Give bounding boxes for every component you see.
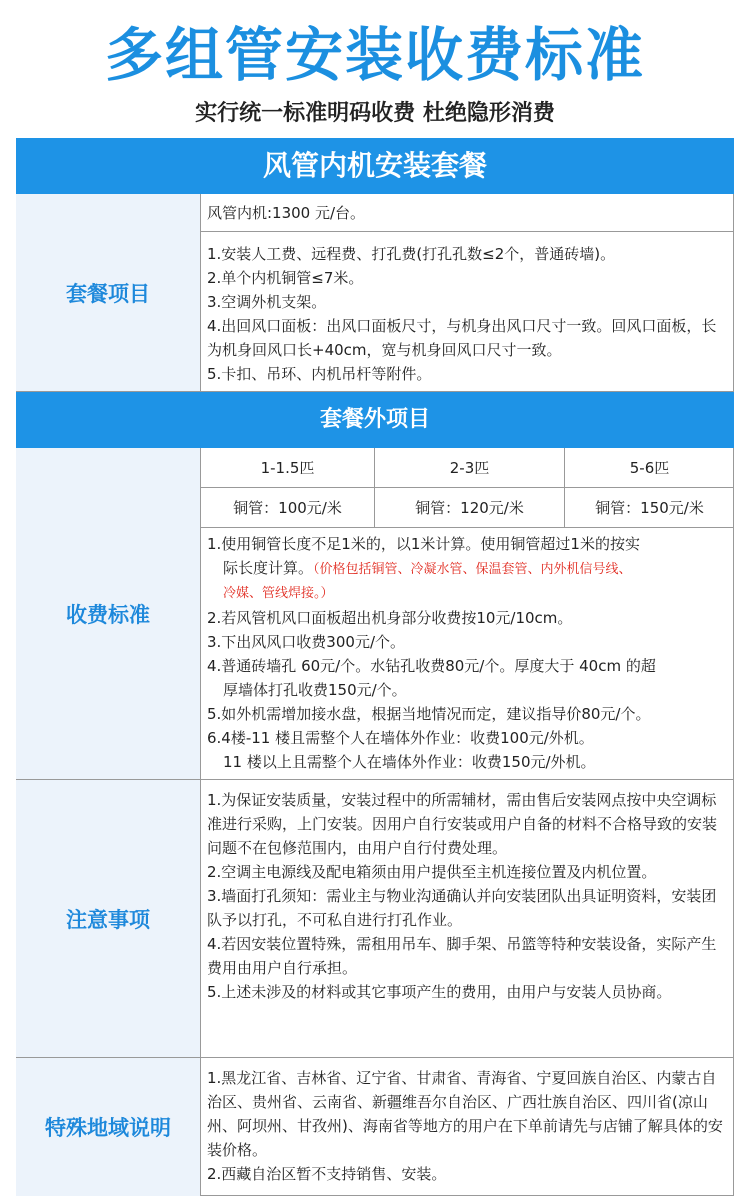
region-item: 2.西藏自治区暂不支持销售、安装。 [207,1165,447,1183]
pipe-price: 铜管：150元/米 [565,488,734,528]
page-subtitle: 实行统一标准明码收费 杜绝隐形消费 [195,101,555,126]
note-item: 1.为保证安装质量，安装过程中的所需辅材，需由售后安装网点按中央空调标准进行采购，上门安装。因用户自行安装或用户自备的材料不合格导致的安装问题不在包修范围内，由用户自行付费处理。 [207,791,718,857]
fee-item-cont: 际长度计算。 [223,559,314,577]
extra-items-header: 套餐外项目 [16,392,734,448]
package-items [201,232,734,392]
package-item: 3.空调外机支架。 [207,293,327,311]
fee-item: 3.下出风风口收费300元/个。 [207,633,405,651]
fee-item: 6.4楼-11 楼且需整个人在墙体外作业：收费100元/外机。 [207,729,594,747]
fee-items [201,528,734,780]
fee-item: 4.普通砖墙孔 60元/个。水钻孔收费80元/个。厚度大于 40cm 的超 [207,657,656,675]
pipe-col-header: 1-1.5匹 [201,448,375,488]
fee-item-cont: 11 楼以上且需整个人在墙体外作业：收费150元/外机。 [223,753,596,771]
notes-label: 注意事项 [16,780,201,1058]
fee-item: 2.若风管机风口面板超出机身部分收费按10元/10cm。 [207,609,573,627]
fee-item-note: （价格包括铜管、冷凝水管、保温套管、内外机信号线、 [313,562,632,577]
package-item: 5.卡扣、吊环、内机吊杆等附件。 [207,365,432,383]
package-header: 风管内机安装套餐 [16,138,734,194]
pipe-col-header: 5-6匹 [565,448,734,488]
page-title: 多组管安装收费标准 [104,21,645,89]
note-item: 5.上述未涉及的材料或其它事项产生的费用，由用户与安装人员协商。 [207,983,672,1001]
package-price: 风管内机:1300 元/台。 [201,194,734,232]
pipe-price: 铜管：120元/米 [375,488,565,528]
pipe-price: 铜管：100元/米 [201,488,375,528]
region-label: 特殊地域说明 [16,1058,201,1196]
notes [201,780,734,1058]
note-item: 4.若因安装位置特殊，需租用吊车、脚手架、吊篮等特种安装设备，实际产生费用由用户自行承担。 [207,935,717,977]
package-item: 2.单个内机铜管≤7米。 [207,269,364,287]
fee-item-cont: 厚墙体打孔收费150元/个。 [223,681,407,699]
fee-label: 收费标准 [16,448,201,780]
fee-item: 5.如外机需增加接水盘，根据当地情况而定，建议指导价80元/个。 [207,705,651,723]
package-item: 1.安装人工费、远程费、打孔费(打孔孔数≤2个，普通砖墙)。 [207,245,616,263]
package-item: 4.出回风口面板：出风口面板尺寸，与机身出风口尺寸一致。回风口面板，长为机身回风口长+40cm，宽与机身回风口尺寸一致。 [207,317,717,359]
fee-item: 1.使用铜管长度不足1米的，以1米计算。使用铜管超过1米的按实 [207,535,640,553]
package-label: 套餐项目 [16,194,201,392]
note-item: 2.空调主电源线及配电箱须由用户提供至主机连接位置及内机位置。 [207,863,657,881]
fee-item-note: 冷媒、管线焊接。） [223,586,334,601]
regions [201,1058,734,1196]
pipe-col-header: 2-3匹 [375,448,565,488]
region-item: 1.黑龙江省、吉林省、辽宁省、甘肃省、青海省、宁夏回族自治区、内蒙古自治区、贵州省、云南省、新疆维吾尔自治区、广西壮族自治区、四川省(凉山州、阿坝州、甘孜州)、海南省等地方的用户在下单前请先与店铺了解具体的安装价格。 [207,1069,723,1159]
note-item: 3.墙面打孔须知：需业主与物业沟通确认并向安装团队出具证明资料，安装团队予以打孔，不可私自进行打孔作业。 [207,887,717,929]
